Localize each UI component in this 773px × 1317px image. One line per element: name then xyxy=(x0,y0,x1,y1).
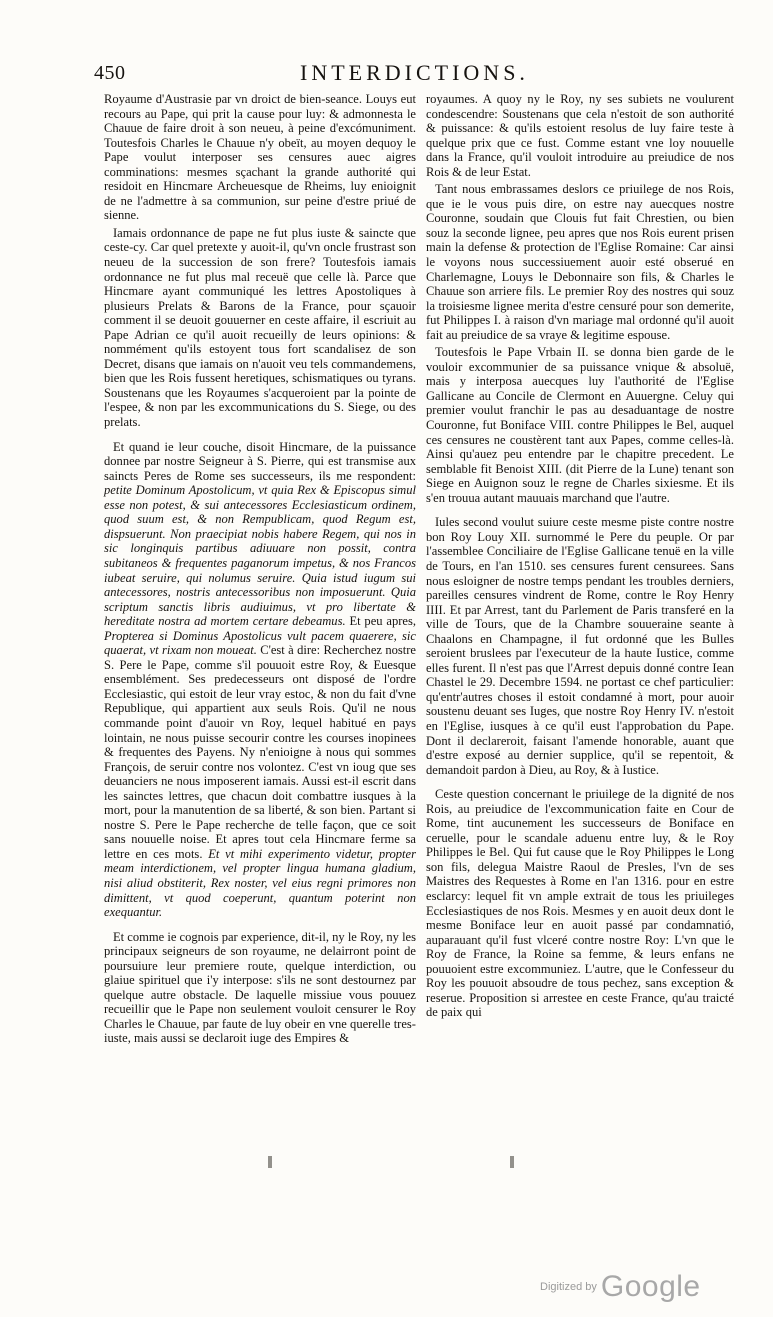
paragraph: royaumes. A quoy ny le Roy, ny ses subiets ne voulurent condescendre: Soustenans que cela n'estoit de son authorité & puissance: & qu'ils estoient resolus de luy faire teste à quelque prix que ce fust. Comme estant vne loy nouuelle dans la France, qu'il vouloit introduire au preiudice de nos Rois & de leur Estat. xyxy=(426,92,734,179)
right-column xyxy=(426,92,734,1023)
google-watermark xyxy=(540,1270,701,1304)
paragraph: Et quand ie leur couche, disoit Hincmare, de la puissance donnee par nostre Seigneur à S. Pierre, qui est transmise aux saincts Peres de Rome ses successeurs, ils me respondent: petite Dominum Apostolicum, vt quia Rex & Episcopus simul esse non potest, & sui antecessores Ecclesiasticum ordinem, quod suum est, & non Rempublicam, quod Regum est, dispsuerunt. Non praecipiat nobis habere Regem, qui nos in sic longinquis partibus adiuuare non possit, contra subitaneos & frequentes paganorum impetus, & nos Francos iubeat seruire, qui nolumus seruire. Quia istud iugum sui antecessores, nostris antecessoribus non imposuerunt. Quia scriptum sanctis libris audiuimus, vt pro libertate & hereditate nostra ad mortem certare debeamus. Et peu apres, Propterea si Dominus Apostolicus vult pacem quaerere, sic quaerat, vt rixam non moueat. C'est à dire: Recherchez nostre S. Pere le Pape, comme s'il pouuoit estre Roy, & Euesque ensemblément. Ses predecesseurs ont disposé de l'ordre Ecclesiastic, qui estoit de leur vray estoc, & non du fait d'vne Republique, qui appartient aux seuls Rois. Qu'il ne nous commande point d'auoir vn Roy, lequel habitué en pays lointain, ne nous puisse secourir contre les courses inopinees & frequentes des Payens. Ny n'enioigne à nous qui sommes François, de seruir contre nos volontez. C'est vn ioug que ses deuanciers ne nous imposerent iamais. Aussi est-il escrit dans les sainctes lettres, que chacun doit combattre iusques à la mort, pour la manutention de sa liberté, & son bien. Partant si nostre S. Pere le Pape recherche de telle façon, que ce soit sans nouuelle noise. Et apres tout cela Hincmare ferme sa lettre en ces mots. Et vt mihi experimento videtur, propter meam interdictionem, vel propter lingua humana gladium, nisi aliud obstiterit, Rex noster, vel eius regni primores non dimittent, vt quod coeperunt, quantum poterint non exequantur. xyxy=(104,439,416,920)
paragraph: Iamais ordonnance de pape ne fut plus iuste & saincte que ceste-cy. Car quel pretexte y auoit-il, qu'vn oncle frustrast son neueu de la succession de son frere? Toutesfois iamais ordonnance ne fut plus mal receuë que celle là. Parce que Hincmare ayant communiqué les lettres Apostoliques à plusieurs Prelats & Barons de la France, pour sçauoir comment il se deuoit gouuerner en ceste affaire, il escriuit au Pape Adrian ce qu'il auoit recueilly de leurs opinions: & nommément qu'ils estoyent tous fort scandalisez de son Decret, disans que iamais on n'auoit veu tels commandemens, bien que les Rois fussent heretiques, schismatiques ou tyrans. Soustenans que les Royaumes s'acqueroient par la pointe de l'espee, & non par les excommunications du S. Siege, ou des prelats. xyxy=(104,225,416,430)
watermark-prefix: Digitized by xyxy=(540,1281,597,1293)
left-column xyxy=(104,92,416,1049)
paragraph: Ceste question concernant le priuilege de la dignité de nos Rois, au preiudice de l'excommunication faite en Cour de Rome, tint aucunement les successeurs de Boniface en ceruelle, pour le scandale aduenu entre luy, & le Roy Philippes le Bel. Qui fut cause que le Roy Philippes le Long son fils, delegua Maistre Raoul de Presles, l'vn de ses Maistres des Requestes à Rome en l'an 1316. pour en estre esclarcy: lequel fit vn ample extrait de tous les priuileges Ecclesiastiques de nos Rois. Mesmes y en auoit deux dont le mesme Boniface leur en auoit passé par condamnatió, auparauant qu'il fust vlceré contre nostre Roy: L'vn que le Roy de France, la Roine sa femme, & leurs enfans ne pouuoient estre excommuniez. L'autre, que le Confesseur du Roy les pouuoit absoudre de tous pechez, sans exception & reserue. Proposition si arrestee en ceste France, qu'au traicté de paix qui xyxy=(426,787,734,1020)
paragraph: Et comme ie cognois par experience, dit-il, ny le Roy, ny les principaux seigneurs de son royaume, ne delairront point de poursuiure leur premiere route, quelque interdiction, ou glaiue spirituel que i'y interpose: s'ils ne sont destournez par quelque autre obstacle. De laquelle missiue vous pouuez recueillir que le Pape non seulement vouloit censurer le Roy Charles le Chauue, par faute de luy obeir en vne querelle tres-iuste, mais aussi se declaroit iuge des Empires & xyxy=(104,929,417,1046)
paragraph: Tant nous embrassames deslors ce priuilege de nos Rois, que ie le vous puis dire, on estre nay auecques nostre Couronne, soudain que Clouis fut fait Chrestien, ou bien souz la seconde lignee, peu apres que nos Rois eurent prisen main la defense & protection de l'Eglise Romaine: Car ainsi le voyons nous successiuement auoir esté obserué en Charlemagne, Louys le Debonnaire son fils, & Charles le Chauue son arriere fils. Le premier Roy des nostres qui souz la troisiesme lignee merita d'estre censuré pour son demerite, fut Philippes I. à raison d'vn mariage mal ordonné qu'il auoit fait au preiudice de sa vraye & legitime espouse. xyxy=(426,182,734,342)
google-logo: Google xyxy=(600,1270,701,1303)
page-number: 450 xyxy=(94,62,126,84)
paragraph: Toutesfois le Pape Vrbain II. se donna bien garde de le vouloir excommunier de sa puissance vnique & absoluë, mais y interposa auecques luy l'authorité de l'Eglise Gallicane au Concile de Clermont en Auuergne. Celuy qui premier voulut franchir le pas au desaduantage de nostre Couronne, fut Boniface VIII. contre Philippes le Bel, auquel ces censures ne coustèrent tant aux Papes, comme celles-là. Ainsi qu'auez peu entendre par le chapitre precedent. Le semblable fit Benoist XIII. (dit Pierre de la Lune) tenant son Siege en Auignon souz le regne de Charles sixiesme. Et ils s'en trouua autant mauuais marchand que l'autre. xyxy=(426,345,734,505)
paragraph: Iules second voulut suiure ceste mesme piste contre nostre bon Roy Louy XII. surnommé le Pere du peuple. Or par l'assemblee Conciliaire de l'Eglise Gallicane tenuë en la ville de Tours, en l'an 1510. ses censures furent censurees. Sans nous esloigner de nostre temps pendant les troubles derniers, pareilles censures vindrent de Rome, contre le Roy Henry IIII. Et par Arrest, tant du Parlement de Paris transferé en la ville de Tours, que de la Chambre souueraine seante à Chaalons en Champagne, il fut ordonné que les Bulles seroient bruslees par l'executeur de la haute Iustice, comme elles furent. Il n'est pas que l'Arrest depuis donné contre Iean Chastel le 29. Decembre 1594. ne portast ce chef particulier: qu'entr'autres choses il estoit condamné à mort, pour auoir soustenu deuant ses Iuges, que nostre Roy Henry IV. n'estoit en l'Eglise, iusques à ce qu'il eust l'approbation du Pape. Dont il declareroit, faisant l'amende honorable, auant que d'estre exposé au dernier supplice, qu'il se repentoit, & demandoit pardon à Dieu, au Roy, & à Iustice. xyxy=(426,515,734,777)
running-title: INTERDICTIONS. xyxy=(300,60,529,85)
paragraph: Royaume d'Austrasie par vn droict de bien-seance. Louys eut recours au Pape, qui prit la cause pour luy: & admonnesta le Chauue de faire droit à son neueu, à peine d'excómuniment. Toutesfois Charles le Chauue n'y obeït, au moyen dequoy le Pape voulut interposer ses censures auec aigres comminations: mesmes sçachant la grande authorité qui residoit en Hincmare Archeuesque de Rheims, luy enioignit de ne l'admettre à sa communion, sur peine d'estre priué de sienne. xyxy=(104,92,416,223)
print-mark xyxy=(268,1156,272,1168)
print-mark xyxy=(510,1156,514,1168)
